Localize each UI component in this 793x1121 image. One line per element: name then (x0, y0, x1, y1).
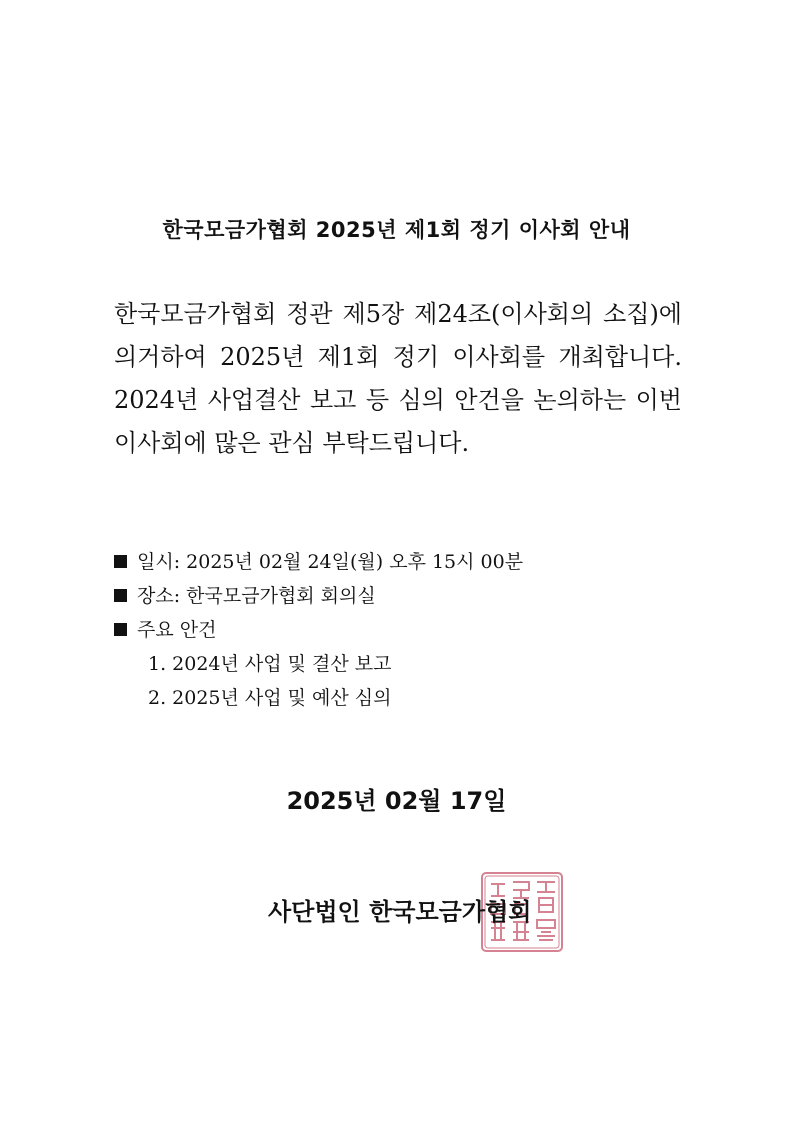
square-bullet-icon (114, 589, 127, 602)
page-title: 한국모금가협회 2025년 제1회 정기 이사회 안내 (162, 218, 631, 242)
body-line: 2024년 사업결산 보고 등 심의 안건을 논의하는 이번 (114, 386, 682, 414)
agenda-item: 2. 2025년 사업 및 예산 심의 (148, 687, 392, 709)
body-line: 의거하여 2025년 제1회 정기 이사회를 개최합니다. (114, 343, 682, 371)
square-bullet-icon (114, 623, 127, 636)
body-line: 한국모금가협회 정관 제5장 제24조(이사회의 소집)에 (114, 300, 682, 328)
body-paragraph (114, 293, 682, 465)
agenda-label: 주요 안건 (137, 619, 217, 641)
datetime-text: 일시: 2025년 02월 24일(월) 오후 15시 00분 (137, 551, 524, 573)
location-text: 장소: 한국모금가협회 회의실 (137, 585, 376, 607)
square-bullet-icon (114, 555, 127, 568)
organization-name: 사단법인 한국모금가협회 (268, 898, 532, 926)
meeting-details (114, 545, 523, 715)
location-row (114, 579, 523, 613)
agenda-row (114, 613, 523, 647)
body-line: 이사회에 많은 관심 부탁드립니다. (114, 429, 470, 457)
agenda-item: 1. 2024년 사업 및 결산 보고 (148, 653, 392, 675)
datetime-row (114, 545, 523, 579)
issue-date: 2025년 02월 17일 (286, 787, 507, 815)
